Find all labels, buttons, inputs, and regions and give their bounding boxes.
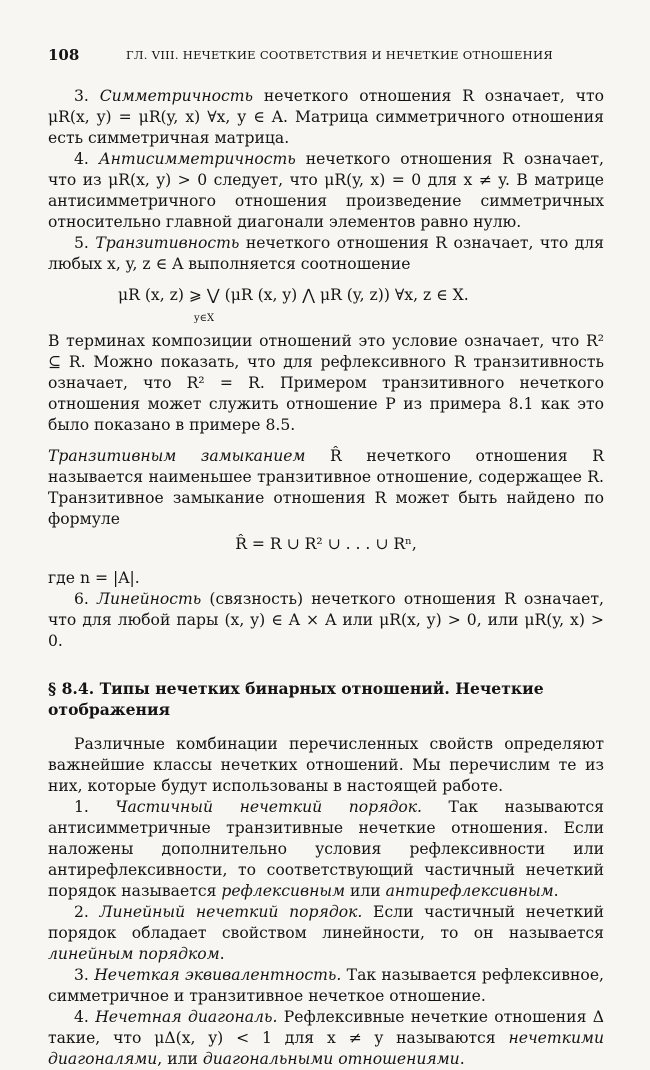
paragraph-text: Если частичный нечеткий порядок обладает свойством линейности, то он называется — [48, 903, 604, 942]
paragraph-composition: В терминах композиции отношений это условие означает, что R² ⊆ R. Можно показать, что для рефлексивного R транзитивность означает, что R² = R. Примером транзитивного нечеткого отношения может служить отношение P из примера 8.1 как это было показано в примере 8.5. — [48, 332, 604, 434]
paragraph-text: . — [219, 945, 225, 963]
paragraph-text: Так называются антисимметричные транзитивные нечеткие отношения. Если наложены дополнительно условия рефлексивности или антирефлексивности, то соответствующий частичный нечеткий порядок называется — [48, 798, 604, 900]
where-n-line: где n = |A|. — [48, 569, 140, 587]
paragraph-text: нечеткого отношения R означает, что μR(x, y) = μR(y, x) ∀x, y ∈ A. Матрица симметричного отношения есть симметричная матрица. — [48, 87, 604, 147]
item-partial-order — [48, 797, 604, 902]
paragraph-text: . — [553, 882, 559, 900]
term-equivalence: Нечеткая эквивалентность. — [94, 966, 342, 984]
term-symmetry: Симметричность — [99, 87, 253, 105]
item-linear-order — [48, 902, 604, 965]
formula-transitivity — [48, 281, 604, 324]
paragraph-text: Так называется рефлексивное, симметричное и транзитивное нечеткое отношение. — [48, 966, 605, 1005]
paragraph-text: или — [345, 882, 386, 900]
page-header — [48, 46, 604, 70]
term-antireflexive: антирефлексивным — [385, 882, 554, 900]
formula-main: μR (x, z) ⩾ ⋁ (μR (x, y) ⋀ μR (y, z)) ∀x, z ∈ X. — [118, 286, 469, 304]
item-number: 3. — [74, 966, 95, 984]
formula-subscript: y∈X — [194, 313, 215, 324]
paragraph-text: нечеткого отношения R означает, что для любых x, y, z ∈ A выполняется соотношение — [48, 234, 604, 273]
term-linearity: Линейность — [97, 590, 202, 608]
item-equivalence — [48, 965, 604, 1007]
paragraph-intro: Различные комбинации перечисленных свойств определяют важнейшие классы нечетких отношений. Мы перечислим те из них, которые будут использованы в настоящей работе. — [48, 735, 604, 795]
item-number: 4. — [74, 1008, 96, 1026]
paragraph-symmetry — [48, 86, 604, 149]
term-partial-order: Частичный нечеткий порядок. — [115, 798, 423, 816]
section-heading: § 8.4. Типы нечетких бинарных отношений. Нечеткие отображения — [48, 679, 544, 719]
term-linear-order-name: линейным порядком — [48, 945, 220, 963]
term-antisymmetry: Антисимметричность — [98, 150, 296, 168]
item-number: 1. — [74, 798, 116, 816]
paragraph-text: Рефлексивные нечеткие отношения Δ такие, что μΔ(x, y) < 1 для x ≠ y называются — [48, 1008, 604, 1047]
paragraph-text: (связность) нечеткого отношения R означает, что для любой пары (x, y) ∈ A × A или μR(x, y) > 0, или μR(y, x) > 0. — [48, 590, 604, 650]
term-diagonal-relations: диагональными отношениями — [202, 1050, 460, 1068]
paragraph-closure — [48, 446, 604, 530]
paragraph-text: R̂ нечеткого отношения R называется наименьшее транзитивное отношение, содержащее R. Транзитивное замыкание отношения R может быть найдено по формуле — [48, 447, 604, 528]
term-fuzzy-diagonals: нечеткими диагоналями — [48, 1029, 604, 1068]
term-transitivity: Транзитивность — [95, 234, 240, 252]
page-number: 108 — [48, 46, 80, 64]
formula-closure: R̂ = R ∪ R² ∪ . . . ∪ Rⁿ, — [235, 535, 417, 553]
term-reflexive: рефлексивным — [221, 882, 345, 900]
item-number: 2. — [74, 903, 100, 921]
item-number: 6. — [74, 590, 98, 608]
paragraph-antisymmetry — [48, 149, 604, 233]
item-number: 3. — [74, 87, 100, 105]
item-number: 4. — [74, 150, 99, 168]
paragraph-text: нечеткого отношения R означает, что из μR(x, y) > 0 следует, что μR(y, x) = 0 для x ≠ y. В матрице антисимметричного отношения произведение симметричных относительно главной диагонали элементов равно нулю. — [48, 150, 604, 231]
term-linear-order: Линейный нечеткий порядок. — [99, 903, 363, 921]
paragraph-transitivity — [48, 233, 604, 275]
item-diagonal — [48, 1007, 604, 1070]
term-diagonal: Нечетная диагональ. — [95, 1008, 278, 1026]
paragraph-text: , или — [157, 1050, 203, 1068]
running-title: ГЛ. VIII. НЕЧЕТКИЕ СООТВЕТСТВИЯ И НЕЧЕТКИЕ ОТНОШЕНИЯ — [126, 48, 553, 62]
item-number: 5. — [74, 234, 96, 252]
paragraph-linearity — [48, 589, 604, 652]
page-body — [48, 86, 604, 1070]
paragraph-text: . — [459, 1050, 465, 1068]
term-closure: Транзитивным замыканием — [48, 447, 306, 465]
